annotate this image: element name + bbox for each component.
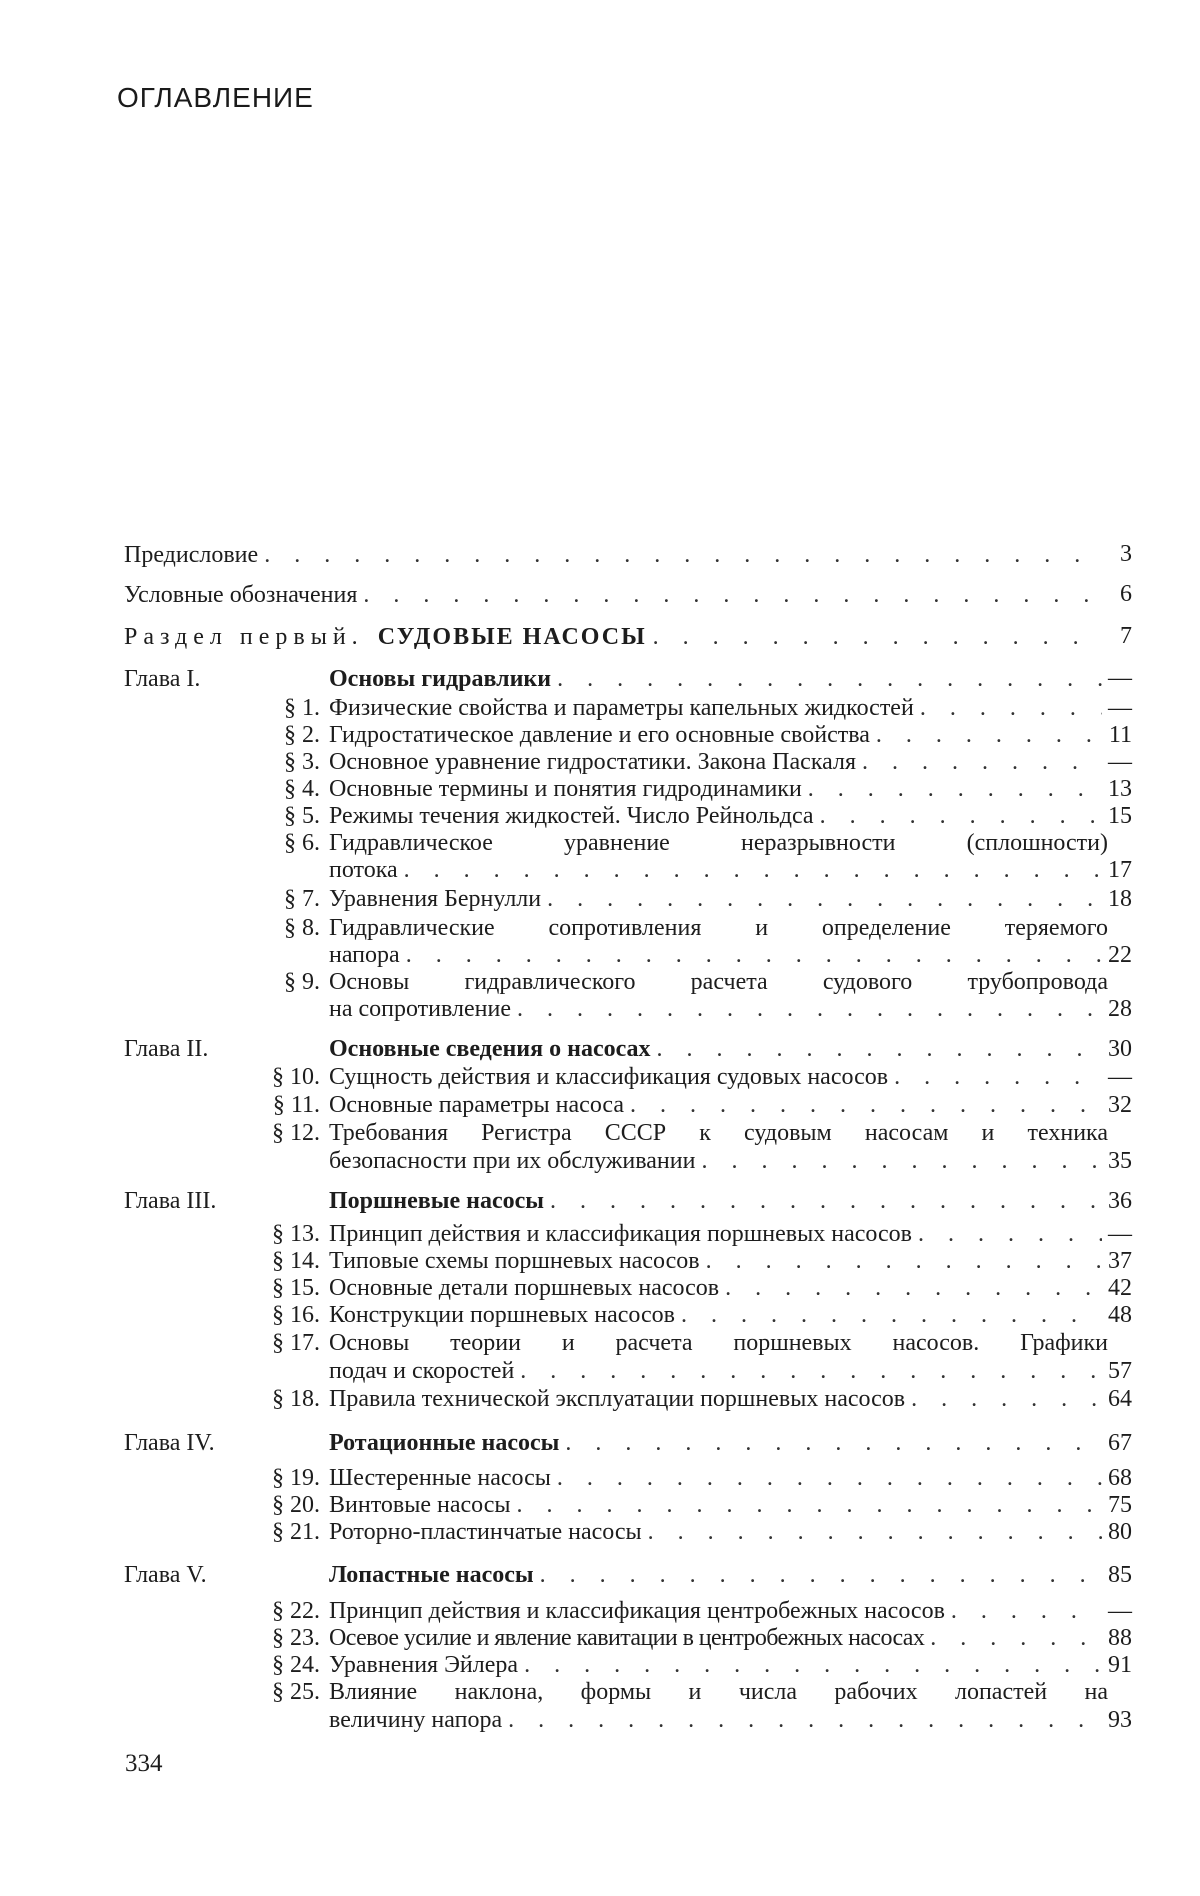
toc-entry-title: Предисловие [124, 542, 259, 568]
section-title: Роторно-пластинчатые насосы [329, 1519, 642, 1545]
dot-leader [657, 1034, 1102, 1064]
toc-page-number: 37 [1108, 1248, 1132, 1274]
section-title: Гидростатическое давление и его основные свойства [329, 722, 870, 748]
toc-page-number: — [1108, 695, 1132, 721]
toc-page-number: 75 [1108, 1492, 1132, 1518]
section-number: § 3. [284, 749, 320, 775]
section-number: § 17. [272, 1330, 320, 1356]
toc-entry-section-continued [329, 1146, 1108, 1176]
toc-page-number: 88 [1108, 1625, 1132, 1651]
toc-entry-section [329, 801, 1108, 831]
toc-entry-section [329, 1273, 1108, 1303]
section-title: Винтовые насосы [329, 1492, 511, 1518]
toc-entry-section [329, 774, 1108, 804]
toc-page-number: 91 [1108, 1652, 1132, 1678]
section-title: Влияние наклона, формы и числа рабочих лопастей на [329, 1679, 1108, 1705]
toc-page-number: 85 [1108, 1562, 1132, 1588]
toc-entry-section [329, 1384, 1108, 1414]
toc-entry-section-continued [329, 855, 1108, 885]
section-title: Шестеренные насосы [329, 1465, 551, 1491]
section-title: Основные термины и понятия гидродинамики [329, 776, 802, 802]
toc-entry-chapter-4 [329, 1428, 1108, 1458]
toc-page-number: 18 [1108, 886, 1132, 912]
toc-entry-section [329, 1650, 1108, 1680]
toc-page-number: 3 [1120, 541, 1132, 567]
section-number: § 11. [272, 1092, 320, 1118]
dot-leader [681, 1300, 1102, 1330]
chapter-label: Глава III. [124, 1188, 217, 1214]
page-number: 334 [125, 1750, 163, 1777]
section-number: § 1. [284, 695, 320, 721]
section-title: Типовые схемы поршневых насосов [329, 1248, 700, 1274]
chapter-title: Лопастные насосы [329, 1562, 534, 1588]
section-title: Правила технической эксплуатации поршневых насосов [329, 1386, 906, 1412]
dot-leader [406, 940, 1102, 970]
dot-leader [565, 1428, 1102, 1458]
toc-entry-section-continued [329, 1356, 1108, 1386]
toc-page-number: 35 [1108, 1148, 1132, 1174]
section-number: § 24. [272, 1652, 320, 1678]
section-number: § 9. [284, 969, 320, 995]
toc-page-number: 32 [1108, 1092, 1132, 1118]
section-number: § 2. [284, 722, 320, 748]
chapter-label: Глава V. [124, 1562, 207, 1588]
toc-page-number: 67 [1108, 1430, 1132, 1456]
toc-entry-section [329, 720, 1108, 750]
dot-leader [540, 1560, 1102, 1590]
dot-leader [517, 994, 1102, 1024]
section-title: Требования Регистра СССР к судовым насосам и техника [329, 1120, 1108, 1146]
toc-entry-section-continued [329, 940, 1108, 970]
dot-leader [520, 1356, 1102, 1386]
toc-entry-chapter-5 [329, 1560, 1108, 1590]
dot-leader [911, 1384, 1102, 1414]
dot-leader [876, 720, 1102, 750]
dot-leader [550, 1186, 1102, 1216]
toc-entry-chapter-3 [329, 1186, 1108, 1216]
toc-page-number: 28 [1108, 996, 1132, 1022]
section-number: § 18. [272, 1386, 320, 1412]
section-number: § 16. [272, 1302, 320, 1328]
dot-leader [517, 1490, 1103, 1520]
dot-leader [648, 1517, 1102, 1547]
dot-leader [557, 664, 1102, 694]
section-title: Основное уравнение гидростатики. Закона Паскаля [329, 749, 856, 775]
toc-entry-section [329, 1623, 1108, 1653]
section-title: Гидравлические сопротивления и определение теряемого [329, 915, 1108, 941]
toc-entry-section-continued [329, 1705, 1108, 1735]
toc-page-number: 30 [1108, 1036, 1132, 1062]
dot-leader [630, 1090, 1102, 1120]
chapter-title: Ротационные насосы [329, 1430, 560, 1456]
dot-leader [725, 1273, 1102, 1303]
dot-leader [547, 884, 1102, 914]
toc-page-number: — [1108, 1221, 1132, 1247]
toc-entry-preface [124, 540, 1108, 570]
section-number: § 19. [272, 1465, 320, 1491]
section-number: § 25. [272, 1679, 320, 1705]
toc-entry-section [329, 884, 1108, 914]
toc-entry-section [329, 1517, 1108, 1547]
toc-page-number: — [1108, 1598, 1132, 1624]
toc-entry-section [329, 693, 1108, 723]
toc-entry-section [329, 1300, 1108, 1330]
section-number: § 6. [284, 830, 320, 856]
section-title: Основы гидравлического расчета судового трубопровода [329, 969, 1108, 995]
toc-page-number: 22 [1108, 942, 1132, 968]
section-number: § 10. [272, 1064, 320, 1090]
section-title-continued: величину напора [329, 1707, 503, 1733]
section-title: Сущность действия и классификация судовых насосов [329, 1064, 889, 1090]
toc-page-number: 42 [1108, 1275, 1132, 1301]
toc-page-number: 13 [1108, 776, 1132, 802]
toc-page-number: 57 [1108, 1358, 1132, 1384]
toc-page-number: 6 [1120, 581, 1132, 607]
toc-page-number: 36 [1108, 1188, 1132, 1214]
dot-leader [701, 1146, 1102, 1176]
toc-entry-section [329, 1219, 1108, 1249]
toc-entry-section [329, 1246, 1108, 1276]
chapter-label: Глава II. [124, 1036, 209, 1062]
toc-page-number: 7 [1120, 623, 1132, 649]
toc-page-number: 68 [1108, 1465, 1132, 1491]
toc-entry-section [329, 1463, 1108, 1493]
section-title: Режимы течения жидкостей. Число Рейнольдса [329, 803, 814, 829]
toc-page-number: 48 [1108, 1302, 1132, 1328]
toc-entry-notation [124, 580, 1108, 610]
section-number: § 12. [272, 1120, 320, 1146]
dot-leader [920, 693, 1102, 723]
chapter-label: Глава IV. [124, 1430, 215, 1456]
section-title: Основы теории и расчета поршневых насосов. Графики [329, 1330, 1108, 1356]
chapter-title: Поршневые насосы [329, 1188, 544, 1214]
toc-entry-title: Условные обозначения [124, 582, 358, 608]
section-title: Гидравлическое уравнение неразрывности (сплошности) [329, 830, 1108, 856]
dot-leader [264, 540, 1102, 570]
dot-leader [918, 1219, 1102, 1249]
section-title: Основные параметры насоса [329, 1092, 625, 1118]
section-title: Конструкции поршневых насосов [329, 1302, 675, 1328]
part-label: Раздел первый. [124, 624, 364, 650]
section-title: Принцип действия и классификация поршневых насосов [329, 1221, 912, 1247]
toc-entry-chapter-2 [329, 1034, 1108, 1064]
dot-leader [557, 1463, 1102, 1493]
section-title: Уравнения Эйлера [329, 1652, 519, 1678]
toc-entry-section [329, 1090, 1108, 1120]
section-number: § 15. [272, 1275, 320, 1301]
toc-entry-part [124, 622, 1108, 652]
section-title-continued: напора [329, 942, 400, 968]
chapter-title: Основы гидравлики [329, 666, 552, 692]
toc-entry-section [329, 1490, 1108, 1520]
section-title-continued: безопасности при их обслуживании [329, 1148, 696, 1174]
dot-leader [653, 622, 1102, 652]
section-number: § 23. [272, 1625, 320, 1651]
section-number: § 13. [272, 1221, 320, 1247]
dot-leader [808, 774, 1102, 804]
chapter-label: Глава I. [124, 666, 201, 692]
section-number: § 5. [284, 803, 320, 829]
section-title-continued: на сопротивление [329, 996, 511, 1022]
section-title: Основные детали поршневых насосов [329, 1275, 720, 1301]
toc-page-number: 64 [1108, 1386, 1132, 1412]
toc-page-number: 80 [1108, 1519, 1132, 1545]
section-title-continued: потока [329, 857, 398, 883]
section-number: § 21. [272, 1519, 320, 1545]
chapter-title: Основные сведения о насосах [329, 1036, 651, 1062]
toc-entry-section [329, 1596, 1108, 1626]
toc-entry-section [329, 1062, 1108, 1092]
dot-leader [363, 580, 1102, 610]
toc-page-number: — [1108, 749, 1132, 775]
section-number: § 8. [284, 915, 320, 941]
dot-leader [862, 747, 1102, 777]
page-title: ОГЛАВЛЕНИЕ [117, 82, 314, 113]
dot-leader [820, 801, 1102, 831]
toc-entry-section-continued [329, 994, 1108, 1024]
part-title: СУДОВЫЕ НАСОСЫ [377, 624, 647, 650]
section-title: Физические свойства и параметры капельных жидкостей [329, 695, 914, 721]
dot-leader [508, 1705, 1102, 1735]
section-number: § 7. [284, 886, 320, 912]
dot-leader [404, 855, 1102, 885]
toc-page-number: 15 [1108, 803, 1132, 829]
dot-leader [524, 1650, 1102, 1680]
section-number: § 20. [272, 1492, 320, 1518]
section-number: § 14. [272, 1248, 320, 1274]
toc-page-number: — [1108, 1064, 1132, 1090]
dot-leader [706, 1246, 1102, 1276]
section-title-continued: подач и скоростей [329, 1358, 515, 1384]
toc-entry-section [329, 747, 1108, 777]
section-title: Уравнения Бернулли [329, 886, 542, 912]
dot-leader [930, 1623, 1102, 1653]
section-number: § 4. [284, 776, 320, 802]
section-number: § 22. [272, 1598, 320, 1624]
toc-page-number: 93 [1108, 1707, 1132, 1733]
section-title: Принцип действия и классификация центробежных насосов [329, 1598, 945, 1624]
toc-entry-chapter-1 [329, 664, 1108, 694]
section-title: Осевое усилие и явление кавитации в центробежных насосах [329, 1625, 925, 1651]
toc-page-number: 11 [1108, 722, 1132, 748]
dot-leader [894, 1062, 1102, 1092]
toc-page-number: — [1108, 665, 1132, 691]
toc-page-number: 17 [1108, 857, 1132, 883]
dot-leader [951, 1596, 1102, 1626]
